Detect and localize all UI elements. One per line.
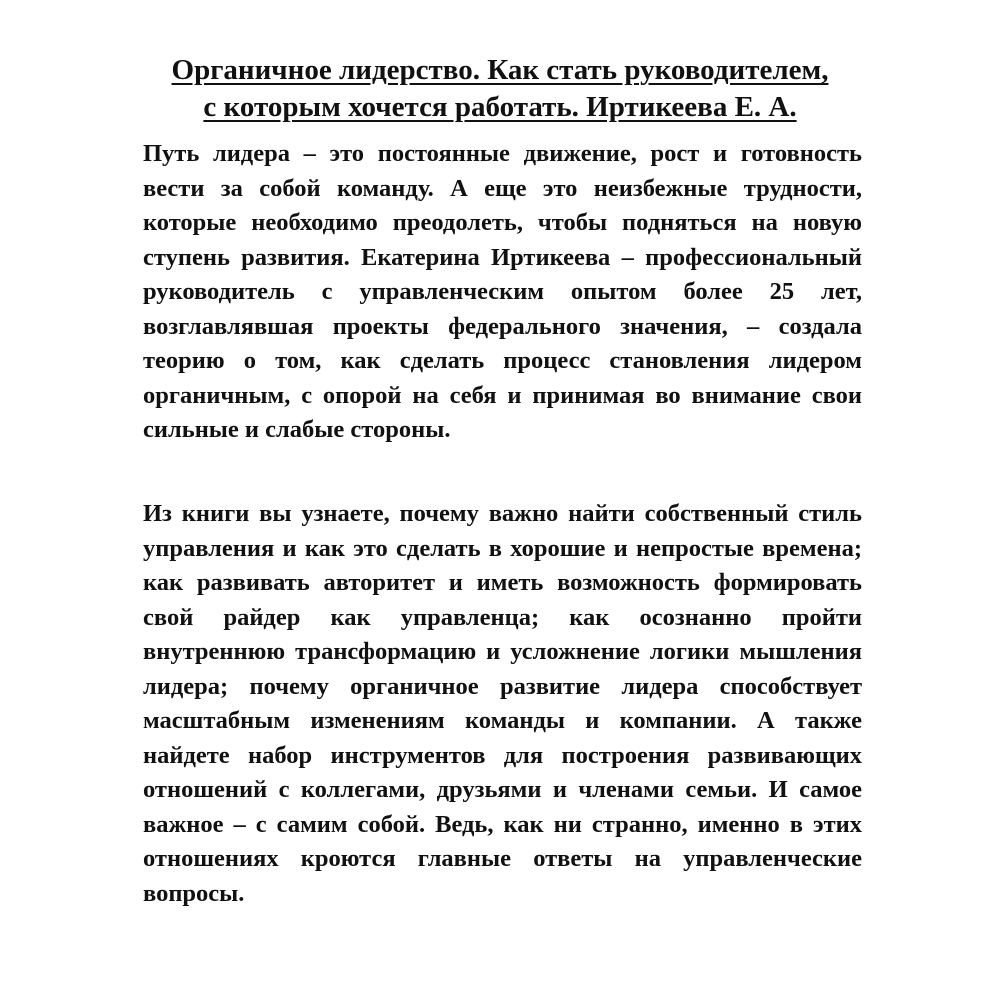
paragraph-book-contents: Из книги вы узнаете, почему важно найти собственный стиль управления и как это сделать в хорошие и непростые времена; как развивать авторитет и иметь возможность формировать свой райдер как управленца; как осознанно пройти внутреннюю трансформацию и усложнение логики мышления лидера; почему органичное развитие лидера способствует масштабным изменениям команды и компании. А также найдете набор инструментов для построения развивающих отношений с коллегами, друзьями и членами семьи. И самое важное – с самим собой. Ведь, как ни странно, именно в этих отношениях кроются главные ответы на управленческие вопросы. [143, 500, 862, 907]
document-title [100, 52, 900, 126]
title-line-1: Органичное лидерство. Как стать руководителем, [171, 54, 829, 86]
title-line-2: с которым хочется работать. Иртикеева Е. А. [203, 91, 797, 123]
paragraph-intro: Путь лидера – это постоянные движение, рост и готовность вести за собой команду. А еще это неизбежные трудности, которые необходимо преодолеть, чтобы подняться на новую ступень развития. Екатерина Иртикеева – профессиональный руководитель с управленческим опытом более 25 лет, возглавлявшая проекты федерального значения, – создала теорию о том, как сделать процесс становления лидером органичным, с опорой на себя и принимая во внимание свои сильные и слабые стороны. [143, 140, 862, 443]
